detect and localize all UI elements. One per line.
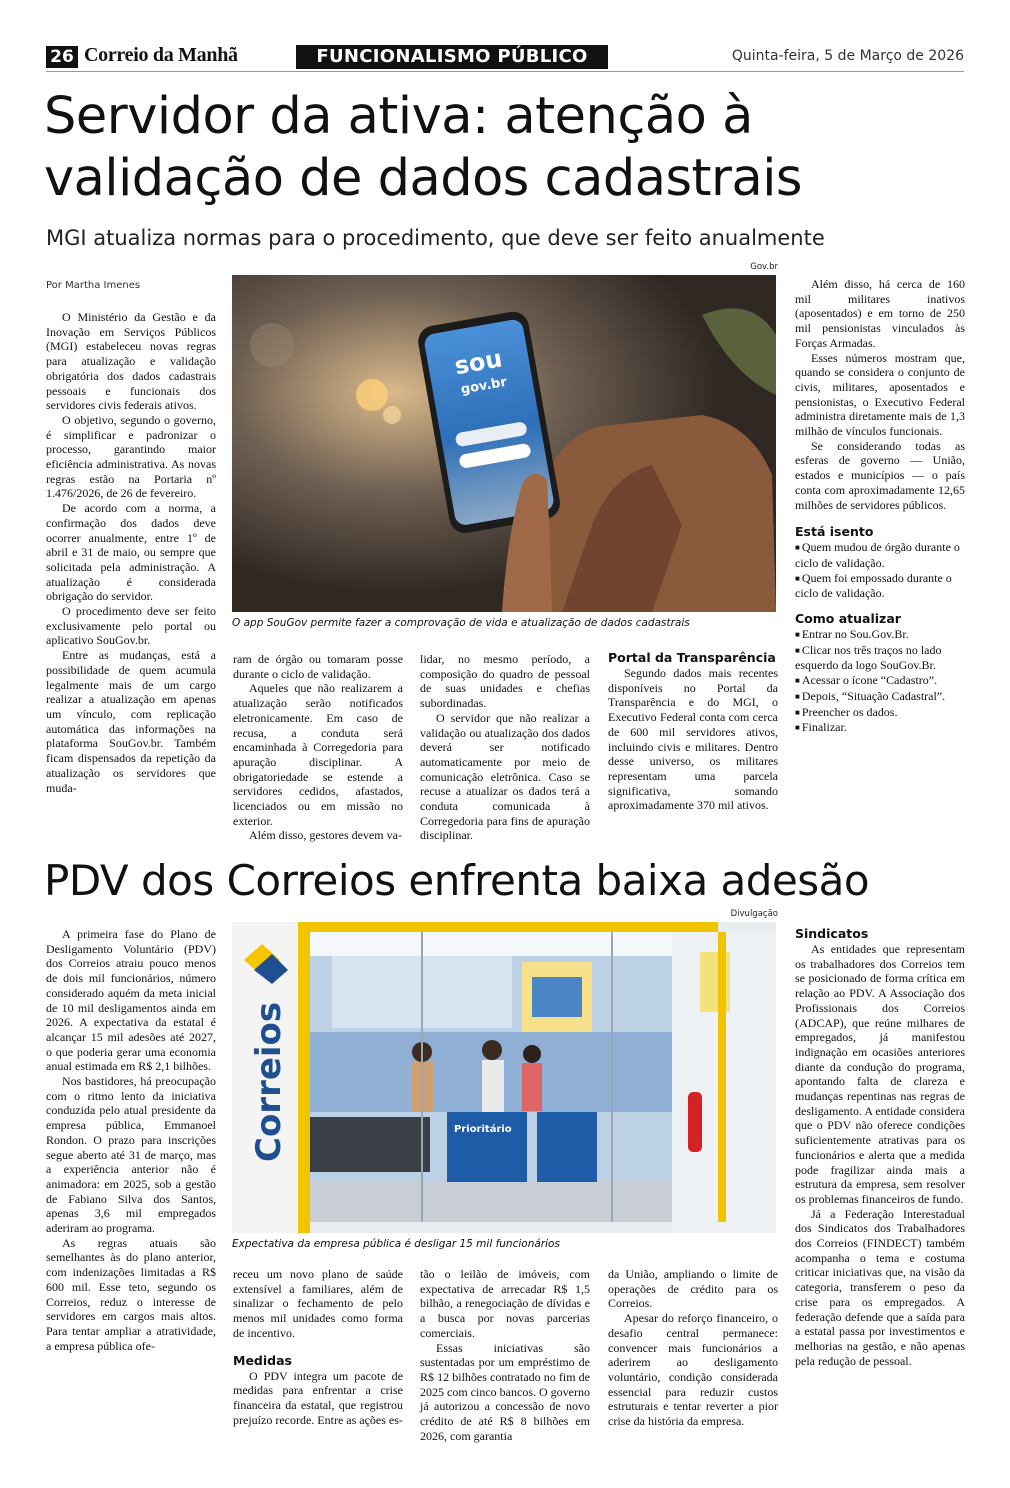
list-item: ■ Quem foi empossado durante o ciclo de validação. bbox=[795, 571, 965, 601]
paragraph: Esses números mostram que, quando se considera o conjunto de civis, militares, aposentados e pensionistas, o Executivo Federal administra diretamente mais de 1,3 milhão de vínculos funcionais. bbox=[795, 350, 965, 439]
phone-photo-illustration bbox=[232, 275, 776, 612]
paragraph: receu um novo plano de saúde extensível a familiares, além de sinalizar o fechamento de pelo menos mil unidades como forma de incentivo. bbox=[233, 1267, 403, 1340]
article1-column-1 bbox=[46, 310, 216, 795]
paragraph: Aqueles que não realizarem a atualização serão notificados eletronicamente. Em caso de recusa, a conduta será encaminhada à Corregedoria para apuração disciplinar. A obrigatoriedade se estende a servidores cedidos, afastados, licenciados ou em missão no exterior. bbox=[233, 681, 403, 828]
list-item: ■ Clicar nos três traços no lado esquerdo da logo SouGov.Br. bbox=[795, 643, 965, 673]
issue-date: Quinta-feira, 5 de Março de 2026 bbox=[731, 48, 964, 64]
waiting-chairs bbox=[310, 1117, 430, 1172]
door-frame bbox=[718, 932, 726, 1222]
phone-logo-govbr: gov.br bbox=[459, 374, 508, 398]
paragraph: O Ministério da Gestão e da Inovação em Serviços Públicos (MGI) estabeleceu novas regras para atualização e validação obrigatória dos dados cadastrais pessoais e funcionais dos servidores civis federais ativos. bbox=[46, 310, 216, 413]
section-label: FUNCIONALISMO PÚBLICO bbox=[296, 45, 608, 69]
paragraph: Além disso, gestores devem va- bbox=[249, 828, 402, 843]
subheading-isento: Está isento bbox=[795, 524, 874, 540]
paragraph: As regras atuais são semelhantes às do plano anterior, com indenizações limitadas a R$ 600 mil. Esse teto, segundo os Correios, reduz o interesse de servidores em cargos mais altos. Para tentar ampliar a atratividade, a empresa pública ofe- bbox=[46, 1235, 216, 1353]
article1-subheadline: MGI atualiza normas para o procedimento, que deve ser feito anualmente bbox=[46, 226, 825, 250]
list-item: ■ Acessar o ícone “Cadastro”. bbox=[795, 673, 965, 689]
newspaper-brand: Correio da Manhã bbox=[84, 44, 238, 66]
article1-column-2 bbox=[233, 652, 403, 843]
door-frame bbox=[298, 922, 310, 1233]
list-item: ■ Quem mudou de órgão durante o ciclo de validação. bbox=[795, 540, 965, 570]
article1-photo-caption: O app SouGov permite fazer a comprovação de vida e atualização de dados cadastrais bbox=[232, 617, 690, 629]
header-rule bbox=[46, 71, 964, 72]
article2-photo bbox=[232, 922, 776, 1233]
paragraph: Já a Federação Interestadual dos Sindicatos dos Trabalhadores dos Correios (FINDECT) também acompanha o tema e costuma criticar iniciativas que, na visão da categoria, transferem o peso da crise para os empregados. A federação defende que a saída para a estatal passa por investimentos e melhorias na gestão, e não apenas pela redução de pessoal. bbox=[795, 1206, 965, 1368]
article1-column-4 bbox=[608, 642, 778, 813]
paragraph: As entidades que representam os trabalhadores dos Correios tem se posicionado de forma crítica em relação ao PDV. A Associação dos Profissionais dos Correios (ADCAP), que reúne milhares de empregados, já manifestou indignação em ocasiões anteriores diante da condução do programa, apontando falta de clareza e mudanças repentinas nas regras de desligamento. A entidade considera que o PDV não oferece condições suficientemente atrativas para os funcionários e alerta que a medida pode fragilizar ainda mais a estrutura da empresa, sem resolver os problemas financeiros de fundo. bbox=[795, 942, 965, 1206]
article2-column-5 bbox=[795, 920, 965, 1368]
list-item: ■ Depois, “Situação Cadastral”. bbox=[795, 689, 965, 705]
paragraph: De acordo com a norma, a confirmação dos dados deve ocorrer anualmente, entre 1º de abril e 31 de maio, ou sempre que solicitada pela administração. A atualização é considerada obrigação do servidor. bbox=[46, 501, 216, 604]
person bbox=[523, 1045, 541, 1063]
paragraph: Se considerando todas as esferas de governo — União, estados e municípios — o país conta com aproximadamente 12,65 milhões de servidores públicos. bbox=[795, 438, 965, 512]
paragraph: da União, ampliando o limite de operações de crédito para os Correios. bbox=[608, 1267, 778, 1311]
person bbox=[482, 1060, 504, 1112]
phone-logo-sou: sou bbox=[452, 344, 505, 381]
list-item: ■ Entrar no Sou.Gov.Br. bbox=[795, 627, 965, 643]
article2-column-4 bbox=[608, 1267, 778, 1429]
paragraph: Entre as mudanças, está a possibilidade de quem acumula legalmente mais de um cargo realizar a atualização em apenas um vínculo, com replicação automática das informações na plataforma SouGov.br. Também ficam dispensados da repetição da atualização os servidores que muda- bbox=[46, 648, 216, 795]
article1-column-5 bbox=[795, 277, 965, 736]
article2-column-3 bbox=[420, 1267, 590, 1443]
list-item: ■ Preencher os dados. bbox=[795, 705, 965, 721]
page-number: 26 bbox=[46, 46, 78, 68]
article1-headline-line2: validação de dados cadastrais bbox=[44, 149, 802, 208]
article2-column-1 bbox=[46, 927, 216, 1353]
paragraph: ram de órgão ou tomaram posse durante o ciclo de validação. bbox=[233, 652, 403, 681]
article2-photo-credit: Divulgação bbox=[730, 909, 778, 919]
paragraph: tão o leilão de imóveis, com expectativa de arrecadar R$ 1,5 bilhão, a renegociação de dívidas e a busca por novas parcerias comerciais. bbox=[420, 1267, 590, 1340]
atualizar-list bbox=[795, 627, 965, 736]
door-frame bbox=[298, 922, 718, 932]
bokeh-light bbox=[356, 379, 388, 411]
isento-list bbox=[795, 540, 965, 601]
subheading-atualizar: Como atualizar bbox=[795, 611, 901, 627]
paragraph: Além disso, há cerca de 160 mil militares inativos (aposentados) e em torno de 250 mil pensionistas vinculados às Forças Armadas. bbox=[795, 277, 965, 350]
paragraph: O procedimento deve ser feito exclusivamente pelo portal ou aplicativo SouGov.br. bbox=[46, 604, 216, 648]
bokeh-light bbox=[383, 406, 401, 424]
priority-sign-text: Prioritário bbox=[454, 1124, 512, 1135]
person bbox=[522, 1063, 542, 1111]
article1-byline: Por Martha Imenes bbox=[46, 280, 141, 291]
paragraph: O PDV integra um pacote de medidas para enfrentar a crise financeira da estatal, que registrou prejuízo recorde. Entre as ações es- bbox=[233, 1368, 403, 1427]
correios-agency-illustration bbox=[232, 922, 776, 1233]
priority-counter bbox=[447, 1112, 527, 1182]
subheading-portal: Portal da Transparência bbox=[608, 650, 776, 665]
paragraph: Essas iniciativas são sustentadas por um empréstimo de R$ 12 bilhões contratado no fim de 2025 com cinco bancos. O governo já autorizou a concessão de novo crédito de até R$ 8 bilhões em 2026, com garantia bbox=[420, 1340, 590, 1443]
paragraph: Apesar do reforço financeiro, o desafio central permanece: convencer mais funcionários a aderirem ao desligamento voluntário, condição considerada essencial para reduzir custos estruturais e tentar reverter a pior crise da história da empresa. bbox=[608, 1311, 778, 1429]
article2-headline: PDV dos Correios enfrenta baixa adesão bbox=[44, 856, 870, 905]
subheading-medidas: Medidas bbox=[233, 1352, 292, 1368]
correios-sign-text: Correios bbox=[249, 1001, 289, 1162]
paragraph: lidar, no mesmo período, a composição do quadro de pessoal de suas unidades e chefias subordinadas. bbox=[420, 652, 590, 711]
article1-photo bbox=[232, 275, 776, 612]
floor bbox=[310, 1182, 718, 1222]
paragraph: O objetivo, segundo o governo, é simplificar e padronizar o processo, garantindo maior eficiência administrativa. As novas regras estão na Portaria nº 1.476/2026, de 26 de fevereiro. bbox=[46, 412, 216, 501]
list-item: ■ Finalizar. bbox=[795, 720, 965, 736]
article1-headline-line1: Servidor da ativa: atenção à bbox=[44, 87, 753, 146]
fire-extinguisher bbox=[688, 1092, 702, 1152]
person bbox=[482, 1040, 502, 1060]
article1-photo-credit: Gov.br bbox=[750, 262, 778, 272]
paragraph: Nos bastidores, há preocupação com o ritmo lento da iniciativa conduzida pelo atual presidente da empresa pública, Emmanoel Rondon. O prazo para inscrições segue aberto até 31 de março, mas a experiência anterior não é animadora: em 2025, sob a gestão de Fabiano Silva dos Santos, apenas 3,6 mil empregados aderiram ao programa. bbox=[46, 1074, 216, 1236]
article1-column-3 bbox=[420, 652, 590, 843]
article2-column-2 bbox=[233, 1267, 403, 1427]
subheading-sindicatos: Sindicatos bbox=[795, 926, 869, 941]
article2-photo-caption: Expectativa da empresa pública é desligar 15 mil funcionários bbox=[232, 1238, 560, 1250]
paragraph: O servidor que não realizar a validação ou atualização dos dados deverá ser notificado automaticamente por meio de comunicação eletrônica. Caso se recuse a atualizar os dados terá a conduta comunicada à Corregedoria para fins de apuração disciplinar. bbox=[420, 710, 590, 843]
priority-counter bbox=[537, 1112, 597, 1182]
paragraph: Segundo dados mais recentes disponíveis no Portal da Transparência e do MGI, o Executivo Federal conta com cerca de 600 mil servidores ativos, incluindo civis e militares. Dentro desse universo, os militares representam uma parcela significativa, somando aproximadamente 370 mil ativos. bbox=[608, 666, 778, 813]
bokeh-light bbox=[250, 323, 294, 367]
paragraph: A primeira fase do Plano de Desligamento Voluntário (PDV) dos Correios atraiu pouco menos de dois mil funcionários, número considerado aquém da meta inicial de 10 mil desligamentos ainda em 2026. A expectativa da estatal é alcançar 15 mil adesões até 2027, o que poderia gerar uma economia anual estimada em R$ 2,1 bilhões. bbox=[46, 927, 216, 1074]
